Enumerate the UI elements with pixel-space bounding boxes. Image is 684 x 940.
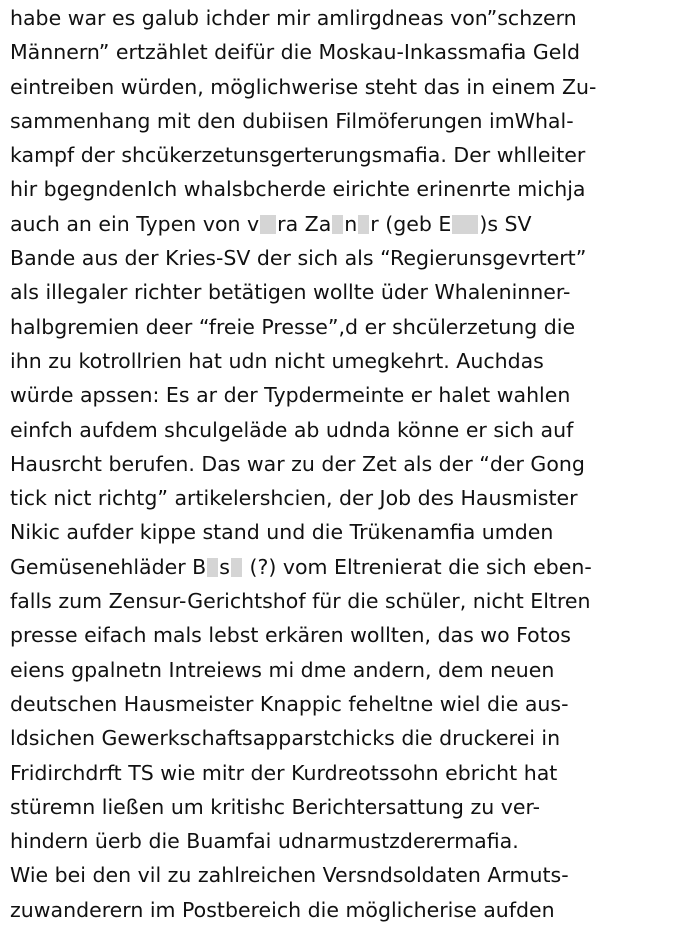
- text-line-2: Männern” ertzählet deifür die Moskau-Inkassmafia Geld: [10, 40, 581, 65]
- text-line-4: sammenhang mit den dubiisen Filmöferungen imWhal-: [10, 108, 574, 133]
- text-line-22: ldsichen Gewerkschaftsapparstchicks die druckerei in: [10, 726, 561, 751]
- redaction-mark: [260, 215, 276, 234]
- text-line-13: einfch aufdem shculgeläde ab udnda könne er sich auf: [10, 417, 574, 442]
- redaction-mark: [207, 558, 218, 577]
- redaction-mark: [231, 558, 242, 577]
- text-line-18: falls zum Zensur-Gerichtshof für die schüler, nicht Eltren: [10, 589, 591, 614]
- text-line-20: eiens gpalnetn Intreiews mi dme andern, dem neuen: [10, 657, 555, 682]
- text-line-14: Hausrcht berufen. Das war zu der Zet als der “der Gong: [10, 451, 585, 476]
- redaction-mark: [332, 215, 343, 234]
- text-line-19: presse eifach mals lebst erkären wollten, das wo Fotos: [10, 623, 571, 648]
- text-line-17-end: (?) vom Eltrenierat die sich eben-: [242, 554, 592, 579]
- text-line-26: Wie bei den vil zu zahlreichen Versndsoldaten Armuts-: [10, 863, 569, 888]
- text-line-7: [10, 207, 680, 241]
- body-text: [10, 1, 680, 927]
- text-line-17-part-2: s: [219, 554, 230, 579]
- text-line-11: ihn zu kotrollrien hat udn nicht umegkehrt. Auchdas: [10, 348, 544, 373]
- text-line-23: Fridirchdrft TS wie mitr der Kurdreotssohn ebricht hat: [10, 760, 558, 785]
- text-line-7-part-2: ra Za: [277, 211, 332, 236]
- text-line-16: Nikic aufder kippe stand und die Trükenamfia umden: [10, 520, 554, 545]
- text-line-1: habe war es galub ichder mir amlirgdneas von”schzern: [10, 6, 577, 30]
- text-line-7-start: auch an ein Typen von v: [10, 211, 260, 236]
- text-line-7-part-4: r (geb E: [370, 211, 452, 236]
- text-line-10: halbgremien deer “freie Presse”,d er shcülerzetung die: [10, 314, 576, 339]
- text-line-7-part-3: n: [344, 211, 358, 236]
- text-line-8: Bande aus der Kries-SV der sich als “Regierunsgevrtert”: [10, 246, 587, 271]
- text-line-12: würde apssen: Es ar der Typdermeinte er halet wahlen: [10, 383, 571, 408]
- text-line-15: tick nict richtg” artikelershcien, der Job des Hausmister: [10, 486, 578, 511]
- redaction-mark: [452, 215, 478, 234]
- text-line-3: eintreiben würden, möglichwerise steht das in einem Zu-: [10, 74, 597, 99]
- text-line-9: als illegaler richter betätigen wollte üder Whaleninner-: [10, 280, 571, 305]
- text-line-21: deutschen Hausmeister Knappic feheltne wiel die aus-: [10, 691, 569, 716]
- text-line-17: [10, 550, 680, 584]
- redaction-mark: [358, 215, 369, 234]
- text-line-17-start: Gemüsenehläder B: [10, 554, 207, 579]
- text-line-7-end: )s SV: [479, 211, 532, 236]
- text-line-6: hir bgegndenIch whalsbcherde eirichte erinenrte michja: [10, 177, 586, 202]
- text-line-24: stüremn ließen um kritishc Berichtersattung zu ver-: [10, 794, 540, 819]
- text-line-27: zuwanderern im Postbereich die möglicherise aufden: [10, 897, 555, 922]
- text-line-5: kampf der shcükerzetunsgerterungsmafia. Der whlleiter: [10, 143, 586, 168]
- text-line-25: hindern üerb die Buamfai udnarmustzderermafia.: [10, 829, 519, 854]
